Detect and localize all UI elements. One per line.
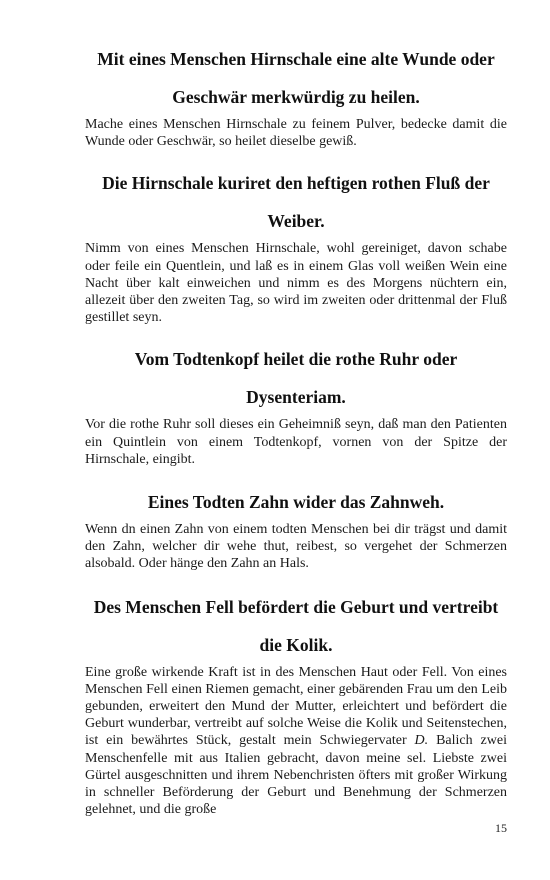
heading-line: Dysenteriam. xyxy=(246,387,346,408)
section-heading xyxy=(85,164,507,240)
heading-line: Geschwär merkwürdig zu heilen. xyxy=(172,87,420,107)
section-heading xyxy=(85,340,507,416)
heading-line: Eines Todten Zahn wider das Zahnweh. xyxy=(147,492,445,513)
heading-line: Weiber. xyxy=(267,211,325,232)
body-text: Eine große wirkende Kraft ist in des Menschen Haut oder Fell. Von eines Menschen Fell einen Riemen gemacht, einer gebärenden Frau um den Leib gebunden, erweitert den Mund der Mutter, erleichtert und befördert die Geburt wunderbar, vertreibt auf solche Weise die Kolik und Seitenstechen, ist ein bewährtes Stück, gestalt mein Schwiegervater xyxy=(85,664,507,749)
page-number: 15 xyxy=(495,821,507,835)
section-menschen-fell xyxy=(85,588,507,819)
heading-line: die Kolik. xyxy=(259,634,333,655)
heading-line: Mit eines Menschen Hirnschale eine alte Wunde oder xyxy=(97,49,495,69)
heading-line: Des Menschen Fell befördert die Geburt und vertreibt xyxy=(93,596,499,617)
section-heading xyxy=(85,40,507,116)
section-hirnschale-fluss xyxy=(85,164,507,326)
section-body xyxy=(85,664,507,819)
section-hirnschale-wunde xyxy=(85,40,507,150)
section-body: Vor die rothe Ruhr soll dieses ein Geheimniß seyn, daß man den Patienten ein Quintlein von einem Todtenkopf, vornen von der Spitze der Hirnschale, eingibt. xyxy=(85,417,507,467)
heading-line: Die Hirnschale kuriret den heftigen rothen Fluß der xyxy=(102,173,490,194)
section-body: Wenn dn einen Zahn von einem todten Menschen bei dir trägst und damit den Zahn, welcher dir wehe thut, reibest, so vergehet der Schmerzen alsobald. Oder hänge den Zahn an Hals. xyxy=(85,522,507,572)
heading-line: Vom Todtenkopf heilet die rothe Ruhr oder xyxy=(134,349,458,370)
section-todtenkopf-ruhr xyxy=(85,340,507,468)
section-body: Nimm von eines Menschen Hirnschale, wohl gereiniget, davon schabe oder feile ein Quentlein, und laß es in einem Glas voll weißen Wein eine Nacht über kalt einweichen und nimm es des Morgens nüchtern ein, allezeit über den zweiten Tag, so wird im zweiten oder drittenmal der Fluß gestillet seyn. xyxy=(85,241,507,326)
section-heading xyxy=(85,588,507,664)
section-body: Mache eines Menschen Hirnschale zu feinem Pulver, bedecke damit die Wunde oder Geschwär, so heilet dieselbe gewiß. xyxy=(85,117,507,150)
body-italic-text: D. xyxy=(414,733,429,749)
section-heading xyxy=(85,483,507,521)
section-todten-zahn xyxy=(85,483,507,573)
page-text-block xyxy=(85,40,507,818)
body-text: Balich zwei Menschenfelle mit aus Italien gebracht, davon meine sel. Liebste zwei Gürtel ausgeschnitten und ihrem Nebenchristen öfters mit großer Wirkung in schneller Beförderung der Geburt und Benehmung der Schmerzen gelehnet, und die große xyxy=(85,733,507,818)
